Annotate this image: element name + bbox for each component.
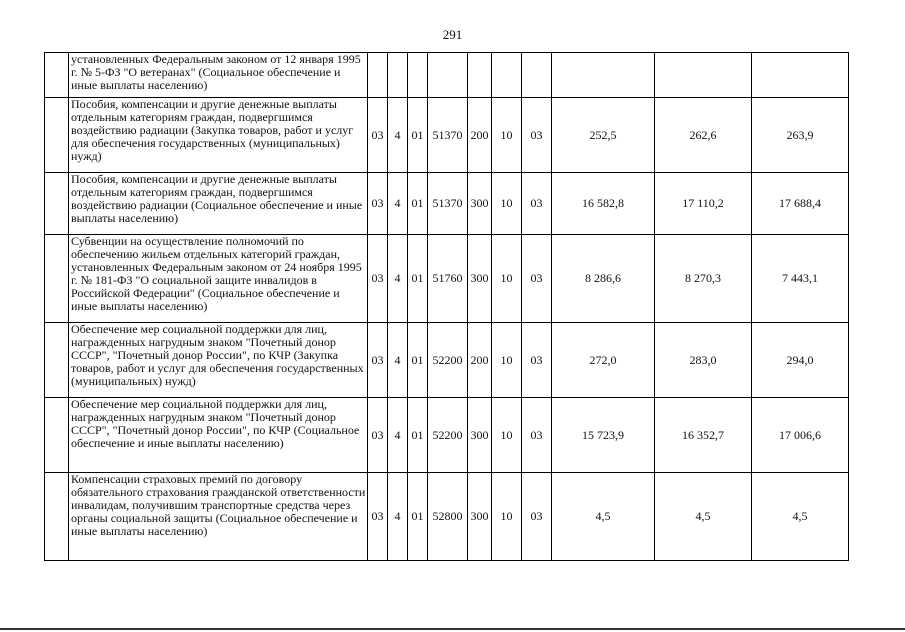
table-row (45, 235, 849, 323)
code-direction: 51760 (428, 235, 468, 323)
value-year-2: 283,0 (655, 323, 752, 398)
row-index-cell (45, 235, 69, 323)
code-subsection: 03 (522, 98, 552, 173)
code-admin: 03 (368, 173, 388, 235)
code-admin: 03 (368, 473, 388, 561)
value-year-2: 8 270,3 (655, 235, 752, 323)
code-direction: 51370 (428, 173, 468, 235)
table-row (45, 98, 849, 173)
value-year-3: 17 006,6 (752, 398, 849, 473)
table-row (45, 53, 849, 98)
value-year-1 (552, 53, 655, 98)
code-admin: 03 (368, 323, 388, 398)
value-year-2: 262,6 (655, 98, 752, 173)
table-body (45, 53, 849, 561)
code-expense-type: 300 (468, 398, 492, 473)
value-year-1: 252,5 (552, 98, 655, 173)
code-direction (428, 53, 468, 98)
page-number: 291 (442, 27, 463, 42)
code-program: 4 (388, 173, 408, 235)
value-year-1: 15 723,9 (552, 398, 655, 473)
code-program: 4 (388, 235, 408, 323)
code-section (492, 53, 522, 98)
row-description: Обеспечение мер социальной поддержки для лиц, награжденных нагрудным знаком "Почетный донор СССР", "Почетный донор России", по КЧР (Социальное обеспечение и иные выплаты населению) (69, 398, 368, 473)
code-program: 4 (388, 323, 408, 398)
code-section: 10 (492, 98, 522, 173)
code-admin: 03 (368, 398, 388, 473)
code-subprogram: 01 (408, 473, 428, 561)
code-subsection: 03 (522, 173, 552, 235)
code-direction: 52200 (428, 398, 468, 473)
value-year-3 (752, 53, 849, 98)
code-subsection: 03 (522, 473, 552, 561)
code-direction: 52800 (428, 473, 468, 561)
value-year-2: 16 352,7 (655, 398, 752, 473)
table-row (45, 398, 849, 473)
code-subprogram: 01 (408, 173, 428, 235)
code-program: 4 (388, 398, 408, 473)
code-section: 10 (492, 473, 522, 561)
code-section: 10 (492, 173, 522, 235)
code-expense-type: 300 (468, 235, 492, 323)
code-subsection (522, 53, 552, 98)
code-subsection: 03 (522, 323, 552, 398)
value-year-3: 263,9 (752, 98, 849, 173)
code-section: 10 (492, 323, 522, 398)
code-subsection: 03 (522, 398, 552, 473)
row-description: Компенсации страховых премий по договору обязательного страхования гражданской ответственности инвалидам, получившим транспортные средства через органы социальной защиты (Социальное обеспечение и иные выплаты населению) (69, 473, 368, 561)
table-row (45, 473, 849, 561)
code-subprogram: 01 (408, 98, 428, 173)
code-expense-type (468, 53, 492, 98)
value-year-1: 8 286,6 (552, 235, 655, 323)
row-description: установленных Федеральным законом от 12 января 1995 г. № 5-ФЗ "О ветеранах" (Социальное обеспечение и иные выплаты населению) (69, 53, 368, 98)
value-year-3: 7 443,1 (752, 235, 849, 323)
code-subprogram: 01 (408, 235, 428, 323)
value-year-1: 16 582,8 (552, 173, 655, 235)
value-year-3: 294,0 (752, 323, 849, 398)
code-direction: 51370 (428, 98, 468, 173)
code-expense-type: 200 (468, 98, 492, 173)
code-section: 10 (492, 235, 522, 323)
value-year-1: 4,5 (552, 473, 655, 561)
value-year-2: 4,5 (655, 473, 752, 561)
table-row (45, 323, 849, 398)
code-expense-type: 200 (468, 323, 492, 398)
code-subsection: 03 (522, 235, 552, 323)
code-direction: 52200 (428, 323, 468, 398)
page-bottom-border (0, 628, 905, 630)
value-year-3: 17 688,4 (752, 173, 849, 235)
row-description: Пособия, компенсации и другие денежные выплаты отдельным категориям граждан, подвергшимся воздействию радиации (Закупка товаров, работ и услуг для обеспечения государственных (муниципальных) нужд) (69, 98, 368, 173)
budget-table (44, 52, 849, 561)
value-year-3: 4,5 (752, 473, 849, 561)
code-subprogram (408, 53, 428, 98)
row-index-cell (45, 53, 69, 98)
row-description: Пособия, компенсации и другие денежные выплаты отдельным категориям граждан, подвергшимся воздействию радиации (Социальное обеспечение и иные выплаты населению) (69, 173, 368, 235)
code-expense-type: 300 (468, 173, 492, 235)
value-year-1: 272,0 (552, 323, 655, 398)
row-index-cell (45, 98, 69, 173)
row-description: Субвенции на осуществление полномочий по обеспечению жильем отдельных категорий граждан, установленных Федеральным законом от 24 ноября 1995 г. № 181-ФЗ "О социальной защите инвалидов в Российской Федерации" (Социальное обеспечение и иные выплаты населению) (69, 235, 368, 323)
code-section: 10 (492, 398, 522, 473)
row-index-cell (45, 473, 69, 561)
code-admin: 03 (368, 235, 388, 323)
code-expense-type: 300 (468, 473, 492, 561)
row-index-cell (45, 398, 69, 473)
code-admin: 03 (368, 98, 388, 173)
table-row (45, 173, 849, 235)
code-program: 4 (388, 473, 408, 561)
row-index-cell (45, 173, 69, 235)
code-admin (368, 53, 388, 98)
code-subprogram: 01 (408, 323, 428, 398)
code-program (388, 53, 408, 98)
row-description: Обеспечение мер социальной поддержки для лиц, награжденных нагрудным знаком "Почетный донор СССР", "Почетный донор России", по КЧР (Закупка товаров, работ и услуг для обеспечения государственных (муниципальных) нужд) (69, 323, 368, 398)
value-year-2: 17 110,2 (655, 173, 752, 235)
code-subprogram: 01 (408, 398, 428, 473)
value-year-2 (655, 53, 752, 98)
row-index-cell (45, 323, 69, 398)
code-program: 4 (388, 98, 408, 173)
